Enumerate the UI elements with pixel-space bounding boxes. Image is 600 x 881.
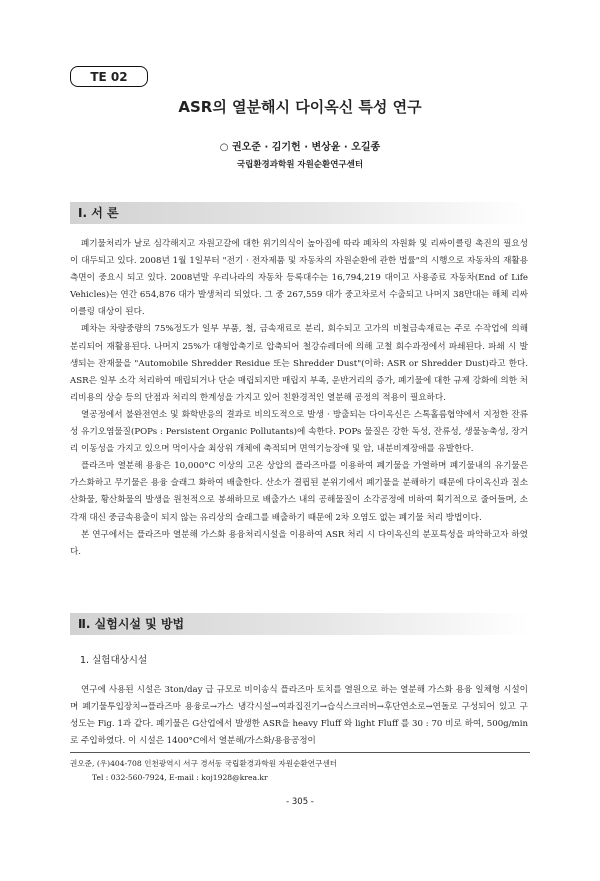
session-tag: TE 02 — [70, 66, 148, 87]
paragraph: 본 연구에서는 플라즈마 열분해 가스화 용융처리시설을 이용하여 ASR 처리 시 다이옥신의 분포특성을 파악하고자 하였다. — [70, 529, 528, 557]
author-list: ○ 권오준 · 김기헌 · 변상윤 · 오길종 — [219, 142, 381, 153]
footnote-divider — [70, 752, 530, 753]
affiliation: 국립환경과학원 자원순환연구센터 — [236, 160, 364, 170]
introduction-body — [70, 236, 528, 561]
paragraph: 연구에 사용된 시설은 3ton/day 급 규모로 비이송식 플라즈마 토치를 열원으로 하는 열분해 가스화 용융 일체형 시설이며 폐기물투입장치→플라즈마 용융로→가스 냉각시설→여과집진기→습식스크러버→후단연소로→연돌로 구성되어 있고 구성도는 Fig. 1과 같다. 폐기물은 G산업에서 발생한 ASR을 heavy Fluff 와 light Fluff 를 30 : 70 비로 하여, 500g/min로 주입하였다. 이 시설은 1400°C에서 열분해/가스화/용융공정이 — [70, 685, 528, 747]
paragraph: 폐기물처리가 날로 심각해지고 자원고갈에 대한 위기의식이 높아짐에 따라 폐차의 자원화 및 리싸이클링 촉진의 필요성이 대두되고 있다. 2008년 1월 1일부터 "전기 · 전자제품 및 자동차의 자원순환에 관한 법률"의 시행으로 자동차의 재활용 측면이 중요시 되고 있다. 2008년말 우리나라의 자동차 등록대수는 16,794,219 대이고 사용종료 자동차(End of Life Vehicles)는 연간 654,876 대가 발생처리 되었다. 그 중 267,559 대가 중고차로서 수출되고 나머지 38만대는 해체 리싸이클링 대상이 된다. — [70, 239, 528, 318]
section-heading-introduction: Ⅰ. 서 론 — [70, 202, 530, 224]
methods-body — [70, 682, 528, 750]
subsection-heading: 1. 실험대상시설 — [80, 655, 148, 666]
footnote-address: 권오준, (우)404-708 인천광역시 서구 경서동 국립환경과학원 자원순환연구센터 — [70, 759, 338, 768]
page-number: - 305 - — [286, 797, 314, 807]
paper-title: ASR의 열분해시 다이옥신 특성 연구 — [178, 98, 422, 116]
paragraph: 폐차는 차량중량의 75%정도가 일부 부품, 철, 금속재료로 분리, 회수되고 고가의 비철금속재료는 주로 수작업에 의해 분리되어 재활용된다. 나머지 25%가 대형압축기로 압축되어 철강슈레더에 의해 고철 회수과정에서 파쇄된다. 파쇄 시 발생되는 잔재물을 "Automobile Shredder Residue 또는 Shredder Dust"(이하: ASR or Shredder Dust)라고 한다. ASR은 일부 소각 처리하여 매립되거나 단순 매립되지만 매립지 부족, 운반거리의 증가, 폐기물에 대한 규제 강화에 의한 처리비용의 상승 등의 단점과 처리의 한계성을 가지고 있어 친환경적인 열분해 공정의 적용이 필요하다. — [70, 324, 528, 403]
footnote — [70, 757, 530, 785]
section-heading-methods: Ⅱ. 실험시설 및 방법 — [70, 613, 530, 635]
paragraph: 열공정에서 불완전연소 및 화학반응의 결과로 비의도적으로 발생 · 방출되는 다이옥신은 스톡홀름협약에서 지정한 잔류성 유기오염물질(POPs : Persistent Organic Pollutants)에 속한다. POPs 물질은 강한 독성, 잔류성, 생물농축성, 장거리 이동성을 가지고 있으며 먹이사슬 최상위 개체에 축적되며 면역기능장애 및 암, 내분비계장애를 유발한다. — [70, 409, 528, 455]
footnote-contact: Tel : 032-560-7924, E-mail : koj1928@krea.kr — [92, 773, 268, 782]
paragraph: 플라즈마 열분해 용융은 10,000°C 이상의 고온 상압의 플라즈마를 이용하여 폐기물을 가열하며 폐기물내의 유기물은 가스화하고 무기물은 용융 슬래그 화하여 배출한다. 산소가 결핍된 분위기에서 폐기물을 분해하기 때문에 다이옥신과 질소산화물, 황산화물의 발생을 원천적으로 봉쇄하므로 배출가스 내의 공해물질이 소각공정에 비하여 획기적으로 줄어들며, 소각재 대신 중금속용출이 되지 않는 유리상의 슬래그를 배출하기 때문에 2차 오염도 없는 폐기물 처리 방법이다. — [70, 461, 528, 523]
